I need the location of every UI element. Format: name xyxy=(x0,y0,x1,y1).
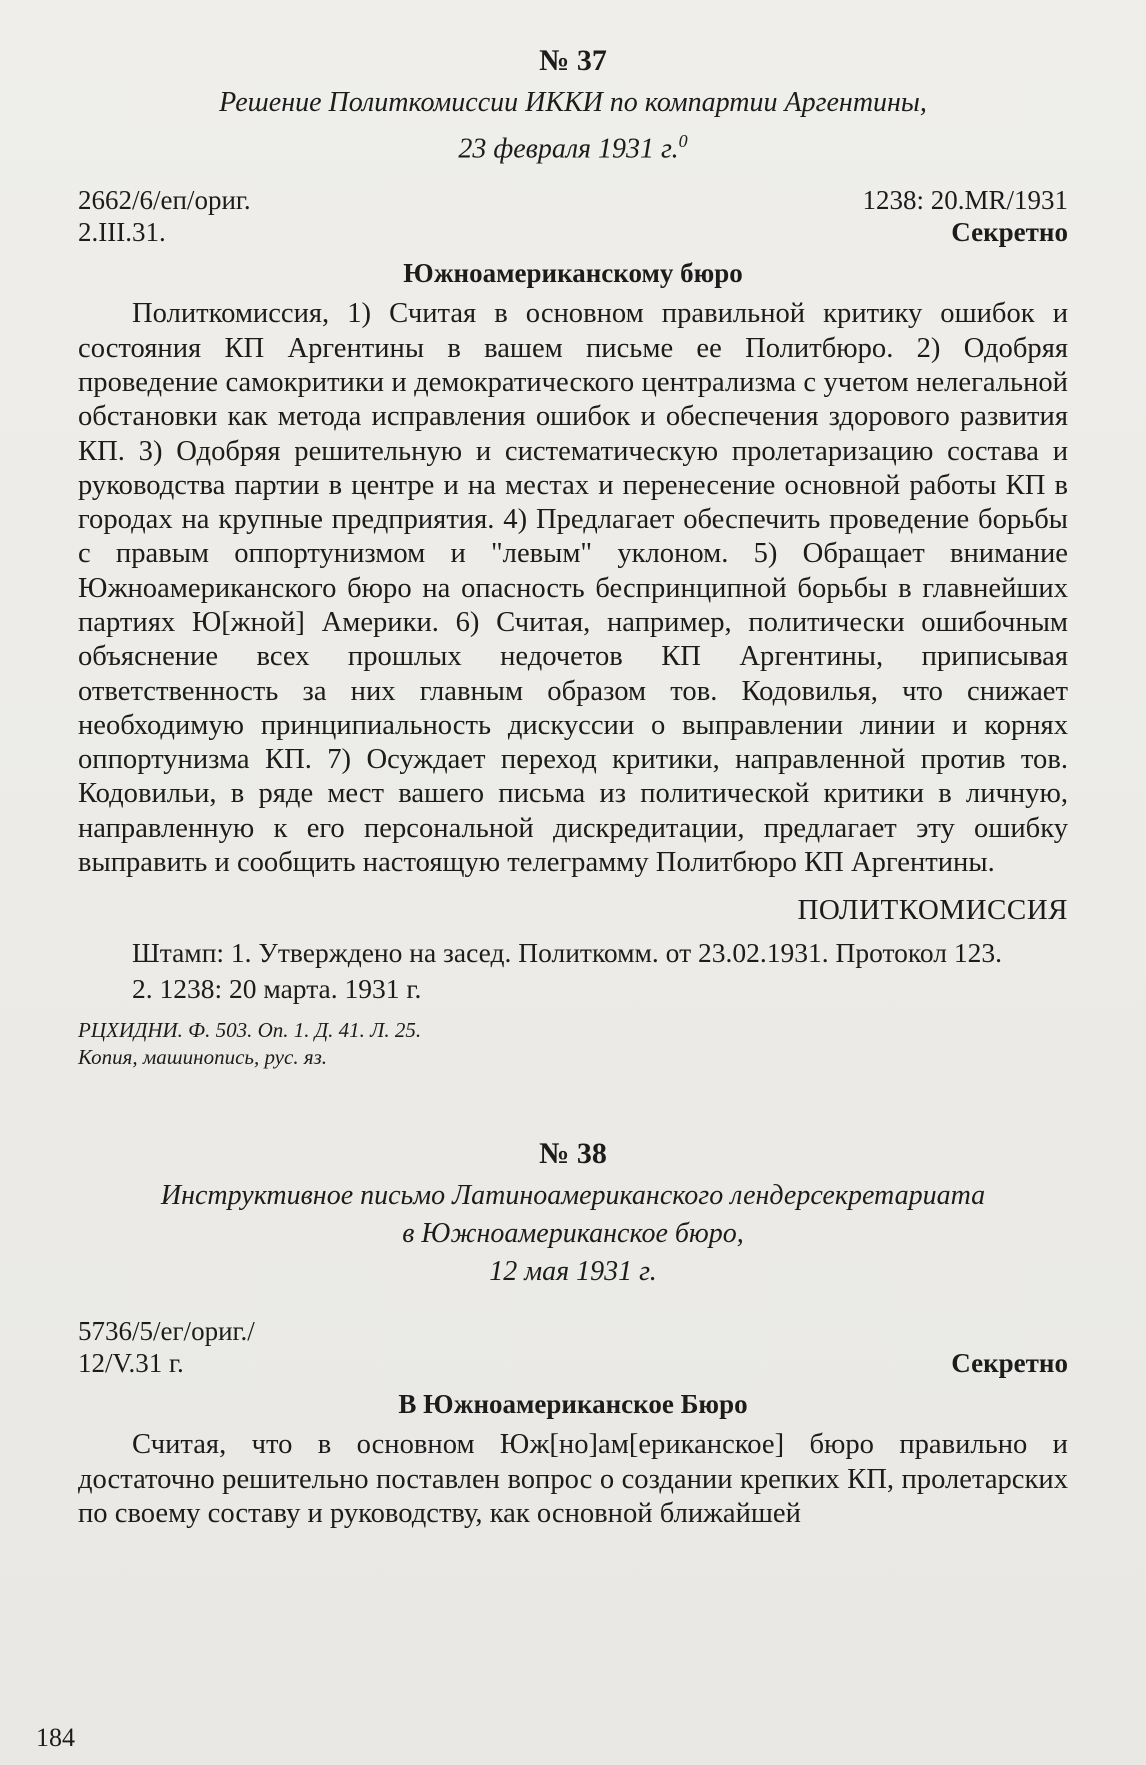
doc37-addressee: Южноамериканскому бюро xyxy=(403,258,743,289)
doc38-reference-row xyxy=(78,1315,1068,1379)
doc37-ref-left-2: 2.III.31. xyxy=(78,217,166,248)
doc37-archive-line1: РЦХИДНИ. Ф. 503. Оп. 1. Д. 41. Л. 25. xyxy=(78,1018,422,1043)
doc38-ref-left-1: 5736/5/ег/ориг./ xyxy=(78,1316,255,1347)
doc38-addressee: В Южноамериканское Бюро xyxy=(398,1389,748,1420)
doc38-archive-ref xyxy=(78,1315,255,1379)
doc38-title-line1: Инструктивное письмо Латиноамериканского лендерсекретариата xyxy=(160,1180,986,1212)
doc37-number: № 37 xyxy=(539,44,607,77)
doc37-title-footnote-mark: 0 xyxy=(678,131,688,151)
doc38-registration-ref xyxy=(951,1315,1068,1379)
doc37-title-line1: Решение Политкомиссии ИККИ по компартии Аргентины, xyxy=(219,87,927,118)
doc38-number: № 38 xyxy=(539,1137,607,1171)
doc37-title-line2: 23 февраля 1931 г. xyxy=(458,133,679,165)
doc38-secret-label: Секретно xyxy=(951,1348,1068,1379)
doc37-archive-line2: Копия, машинопись, рус. яз. xyxy=(78,1045,328,1070)
doc37-ref-right-1: 1238: 20.MR/1931 xyxy=(862,185,1068,216)
doc37-archive-ref xyxy=(78,184,251,248)
doc37-archive-source xyxy=(78,1017,1068,1071)
page-number: 184 xyxy=(36,1723,75,1752)
doc38-title xyxy=(78,1177,1068,1291)
doc37-signature: ПОЛИТКОМИССИЯ xyxy=(797,894,1068,927)
doc37-secret-label: Секретно xyxy=(951,217,1068,248)
doc37-title xyxy=(78,84,1068,168)
doc38-title-line2: в Южноамериканское бюро, xyxy=(402,1218,744,1250)
doc37-stamp-line1: Штамп: 1. Утверждено на засед. Политкомм. от 23.02.1931. Протокол 123. xyxy=(132,937,1002,969)
doc38-body: Считая, что в основном Юж[но]ам[ериканское] бюро правильно и достаточно решительно поставлен вопрос о создании крепких КП, пролетарских по своему составу и руководству, как основной ближайшей xyxy=(78,1429,1068,1529)
doc37-stamp-line2: 2. 1238: 20 марта. 1931 г. xyxy=(132,973,422,1005)
doc37-registration-ref xyxy=(862,184,1068,248)
doc37-ref-left-1: 2662/6/еп/ориг. xyxy=(78,185,251,216)
doc38-title-line3: 12 мая 1931 г. xyxy=(489,1256,657,1288)
doc37-reference-row xyxy=(78,184,1068,248)
doc38-ref-left-2: 12/V.31 г. xyxy=(78,1348,184,1379)
doc37-body: Политкомиссия, 1) Считая в основном правильной критику ошибок и состояния КП Аргентины в вашем письме ее Политбюро. 2) Одобряя проведение самокритики и демократического централизма с учетом нелегальной обстановки как метода исправления ошибок и обеспечения здорового развития КП. 3) Одобряя решительную и систематическую пролетаризацию состава и руководства партии в центре и на местах и перенесение основной работы КП в городах на крупные предприятия. 4) Предлагает обеспечить проведение борьбы с правым оппортунизмом и "левым" уклоном. 5) Обращает внимание Южноамериканского бюро на опасность беспринципной борьбы в главнейших партиях Ю[жной] Америки. 6) Считая, например, политически ошибочным объяснение всех прошлых недочетов КП Аргентины, приписывая ответственность за них главным образом тов. Кодовилья, что снижает необходимую принципиальность дискуссии о выправлении линии и корнях оппортунизма КП. 7) Осуждает переход критики, направленной против тов. Кодовильи, в ряде мест вашего письма из политической критики в личную, направленную к его персональной дискредитации, предлагает эту ошибку выправить и сообщить настоящую телеграмму Политбюро КП Аргентины. xyxy=(78,298,1068,879)
